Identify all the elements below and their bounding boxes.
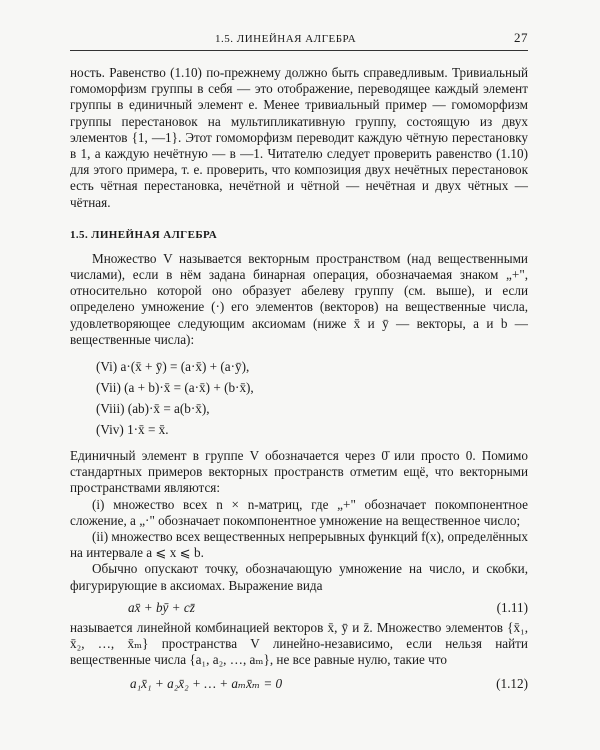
book-page — [70, 28, 528, 696]
paragraph-example-functions: (ii) множество всех вещественных непрерывных функций f(x), определённых на интервале a ⩽ x ⩽ b. — [70, 529, 528, 561]
equation-1-11 — [70, 600, 528, 620]
header-title: 1.5. ЛИНЕЙНАЯ АЛГЕБРА — [215, 33, 357, 45]
paragraph-notation: Обычно опускают точку, обозначающую умножение на число, и скобки, фигурирующие в аксиомах. Выражение вида — [70, 561, 528, 593]
paragraph-linear-combination: называется линейной комбинацией векторов x̄, ȳ и z̄. Множество элементов {x̄₁, x̄₂, …, x̄ₘ} пространства V линейно-независимо, если нельзя найти вещественные числа {a₁, a₂, …, aₘ}, не все равные нулю, такие что — [70, 619, 528, 668]
equation-expression: ax̄ + bȳ + cz̄ — [128, 599, 195, 615]
paragraph-example-matrices: (i) множество всех n × n-матриц, где „+" обозначает покомпонентное сложение, а „·" обозначает покомпонентное умножение на вещественное число; — [70, 496, 528, 528]
axiom-item: (Vii) (a + b)·x̄ = (a·x̄) + (b·x̄), — [96, 380, 254, 396]
paragraph-unit-element: Единичный элемент в группе V обозначается через 0̄ или просто 0. Помимо стандартных примеров векторных пространств отметим ещё, что векторными пространствами являются: — [70, 448, 528, 496]
paragraph-vector-space-definition: Множество V называется векторным пространством (над вещественными числами), если в нём задана бинарная операция, обозначаемая знаком „+", относительно которой оно образует абелеву группу (см. выше), и если определено умножение (·) его элементов (векторов) на вещественные числа, удовлетворяющее следующим аксиомам (ниже x̄ и ȳ — векторы, a и b — вещественные числа): — [70, 250, 528, 347]
axiom-item: (Viii) (ab)·x̄ = a(b·x̄), — [96, 401, 210, 417]
page-number: 27 — [514, 30, 528, 45]
section-heading: 1.5. ЛИНЕЙНАЯ АЛГЕБРА — [70, 228, 218, 241]
equation-expression: a₁x̄₁ + a₂x̄₂ + … + aₘx̄ₘ = 0 — [130, 676, 283, 692]
axiom-item: (Vi) a·(x̄ + ȳ) = (a·x̄) + (a·ȳ), — [96, 359, 250, 375]
axiom-list — [96, 356, 528, 440]
equation-1-12 — [70, 676, 528, 696]
equation-number: (1.12) — [496, 676, 528, 692]
running-header — [70, 28, 528, 51]
paragraph-homomorphism: ность. Равенство (1.10) по-прежнему должно быть справедливым. Тривиальный гомоморфизм группы в себя — это отображение, переводящее каждый элемент группы в единичный элемент e. Менее тривиальный пример — гомоморфизм группы перестановок на мультипликативную группу, состоящую из двух элементов {1, —1}. Этот гомоморфизм переводит каждую чётную перестановку в 1, а каждую нечётную — в —1. Читателю следует проверить равенство (1.10) для этого примера, т. е. проверить, что композиция двух нечётных перестановок есть чётная перестановка, нечётной и чётной — нечётная и двух чётных — чётная. — [70, 65, 528, 210]
equation-number: (1.11) — [496, 599, 528, 615]
axiom-item: (Viv) 1·x̄ = x̄. — [96, 422, 169, 438]
